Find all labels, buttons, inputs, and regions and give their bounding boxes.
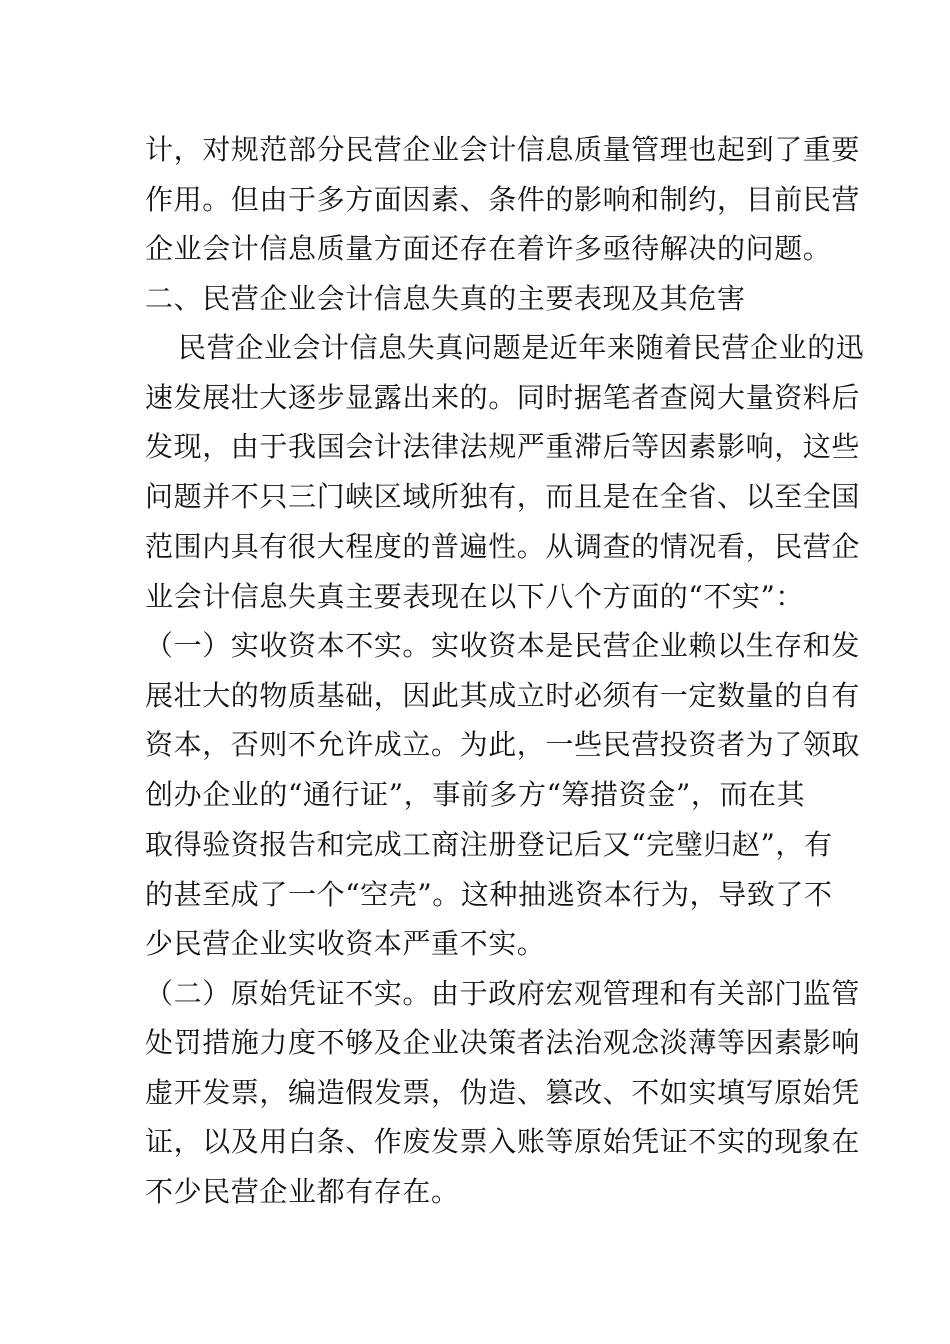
text-line: 取得验资报告和完成工商注册登记后又“完璧归赵”，有: [145, 828, 833, 861]
text-line: 作用。但由于多方面因素、条件的影响和制约，目前民营: [145, 183, 861, 216]
text-line: 发现，由于我国会计法律法规严重滞后等因素影响，这些: [145, 430, 861, 463]
text-line: （二）原始凭证不实。由于政府宏观管理和有关部门监管: [145, 977, 861, 1010]
text-line: 业会计信息失真主要表现在以下八个方面的“不实”：: [145, 580, 805, 613]
text-line: 创办企业的“通行证”，事前多方“筹措资金”，而在其: [145, 778, 806, 811]
text-line: 问题并不只三门峡区域所独有，而且是在全省、以至全国: [145, 480, 861, 513]
text-line: （一）实收资本不实。实收资本是民营企业赖以生存和发: [145, 629, 861, 662]
text-line: 速发展壮大逐步显露出来的。同时据笔者查阅大量资料后: [145, 381, 861, 414]
text-line: 资本，否则不允许成立。为此，一些民营投资者为了领取: [145, 728, 861, 761]
paragraph-first-line: 民营企业会计信息失真问题是近年来随着民营企业的迅: [178, 331, 865, 364]
text-line: 展壮大的物质基础，因此其成立时必须有一定数量的自有: [145, 679, 861, 712]
text-line: 企业会计信息质量方面还存在着许多亟待解决的问题。: [145, 232, 832, 265]
text-line: 处罚措施力度不够及企业决策者法治观念淡薄等因素影响: [145, 1026, 861, 1059]
text-line: 不少民营企业都有存在。: [145, 1175, 460, 1208]
text-line: 的甚至成了一个“空壳”。这种抽逃资本行为，导致了不: [145, 878, 833, 911]
text-line: 证，以及用白条、作废发票入账等原始凭证不实的现象在: [145, 1125, 861, 1158]
text-line: 计，对规范部分民营企业会计信息质量管理也起到了重要: [145, 133, 861, 166]
text-line: 虚开发票，编造假发票，伪造、篡改、不如实填写原始凭: [145, 1076, 861, 1109]
text-line: 范围内具有很大程度的普遍性。从调查的情况看，民营企: [145, 530, 861, 563]
text-line: 少民营企业实收资本严重不实。: [145, 927, 546, 960]
section-heading: 二、民营企业会计信息失真的主要表现及其危害: [145, 282, 746, 315]
